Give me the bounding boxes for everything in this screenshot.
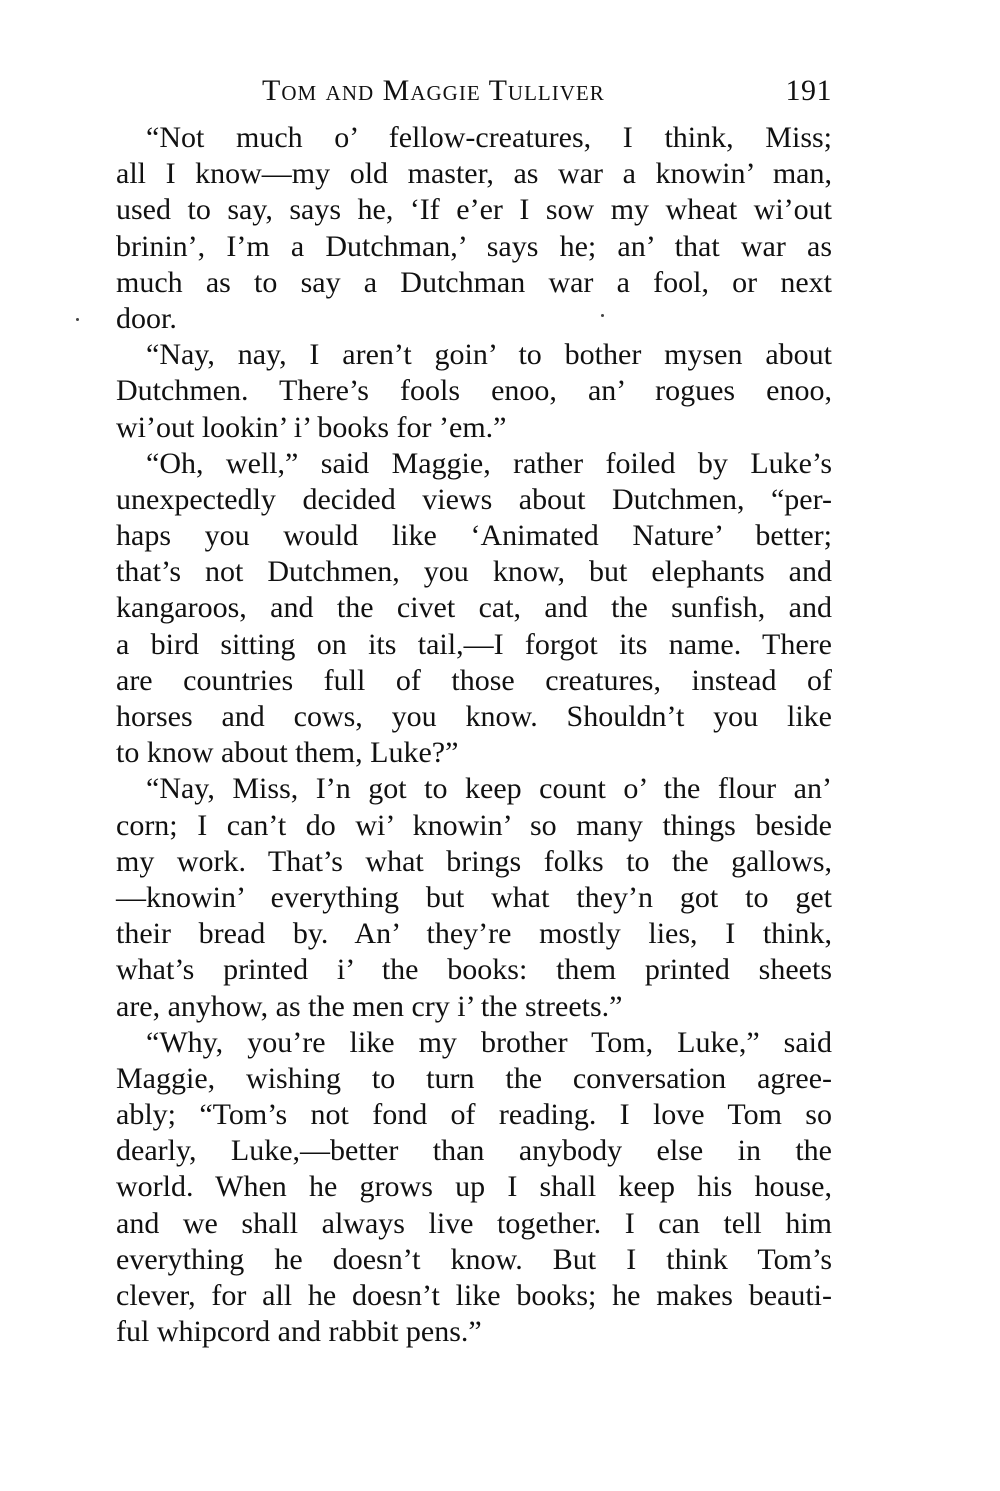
text-line: ful whipcord and rabbit pens.”	[116, 1315, 482, 1349]
text-line: unexpectedly decided views about Dutchmen, “per-	[116, 482, 832, 516]
text-line: that’s not Dutchmen, you know, but elephants and	[116, 555, 832, 589]
text-line: Maggie, wishing to turn the conversation agree-	[116, 1061, 832, 1095]
running-title: Tom and Maggie Tulliver	[262, 74, 605, 107]
page-number: 191	[785, 74, 832, 107]
text-line: clever, for all he doesn’t like books; he makes beauti-	[116, 1279, 832, 1312]
text-line: used to say, says he, ‘If e’er I sow my wheat wi’out	[116, 193, 832, 227]
text-line: Dutchmen. There’s fools enoo, an’ rogues enoo,	[116, 374, 832, 408]
text-line: brinin’, I’m a Dutchman,’ says he; an’ that war as	[116, 229, 832, 263]
text-line: “Nay, nay, I aren’t goin’ to bother mysen about	[146, 338, 832, 372]
print-speck	[601, 314, 604, 317]
text-line: “Not much o’ fellow-creatures, I think, Miss;	[146, 121, 832, 154]
text-line: a bird sitting on its tail,—I forgot its name. There	[116, 627, 832, 661]
running-head	[116, 74, 832, 114]
text-line: haps you would like ‘Animated Nature’ better;	[116, 519, 832, 553]
text-line: their bread by. An’ they’re mostly lies, I think,	[116, 917, 832, 951]
text-line: —knowin’ everything but what they’n got to get	[116, 880, 832, 914]
text-line: my work. That’s what brings folks to the gallows,	[116, 844, 832, 878]
text-line: “Oh, well,” said Maggie, rather foiled by Luke’s	[146, 446, 832, 480]
text-line: dearly, Luke,—better than anybody else in the	[116, 1134, 832, 1168]
text-line: “Nay, Miss, I’n got to keep count o’ the flour an’	[146, 772, 832, 806]
text-line: ably; “Tom’s not fond of reading. I love Tom so	[116, 1098, 832, 1132]
text-line: door.	[116, 301, 177, 335]
text-line: are countries full of those creatures, instead of	[116, 663, 832, 697]
text-line: what’s printed i’ the books: them printed sheets	[116, 953, 832, 987]
text-line: wi’out lookin’ i’ books for ’em.”	[116, 410, 507, 444]
body-text	[116, 120, 832, 1350]
text-line: and we shall always live together. I can tell him	[116, 1206, 832, 1240]
text-line: everything he doesn’t know. But I think Tom’s	[116, 1242, 832, 1276]
text-line: are, anyhow, as the men cry i’ the streets.”	[116, 989, 623, 1023]
text-line: corn; I can’t do wi’ knowin’ so many things beside	[116, 808, 832, 842]
text-line: “Why, you’re like my brother Tom, Luke,” said	[146, 1025, 832, 1059]
text-line: world. When he grows up I shall keep his house,	[116, 1170, 832, 1204]
text-line: kangaroos, and the civet cat, and the sunfish, and	[116, 591, 832, 625]
text-line: to know about them, Luke?”	[116, 736, 459, 770]
text-line: much as to say a Dutchman war a fool, or next	[116, 265, 832, 299]
text-line: all I know—my old master, as war a knowin’ man,	[116, 157, 832, 191]
text-line: horses and cows, you know. Shouldn’t you like	[116, 700, 832, 733]
print-speck	[76, 318, 79, 321]
